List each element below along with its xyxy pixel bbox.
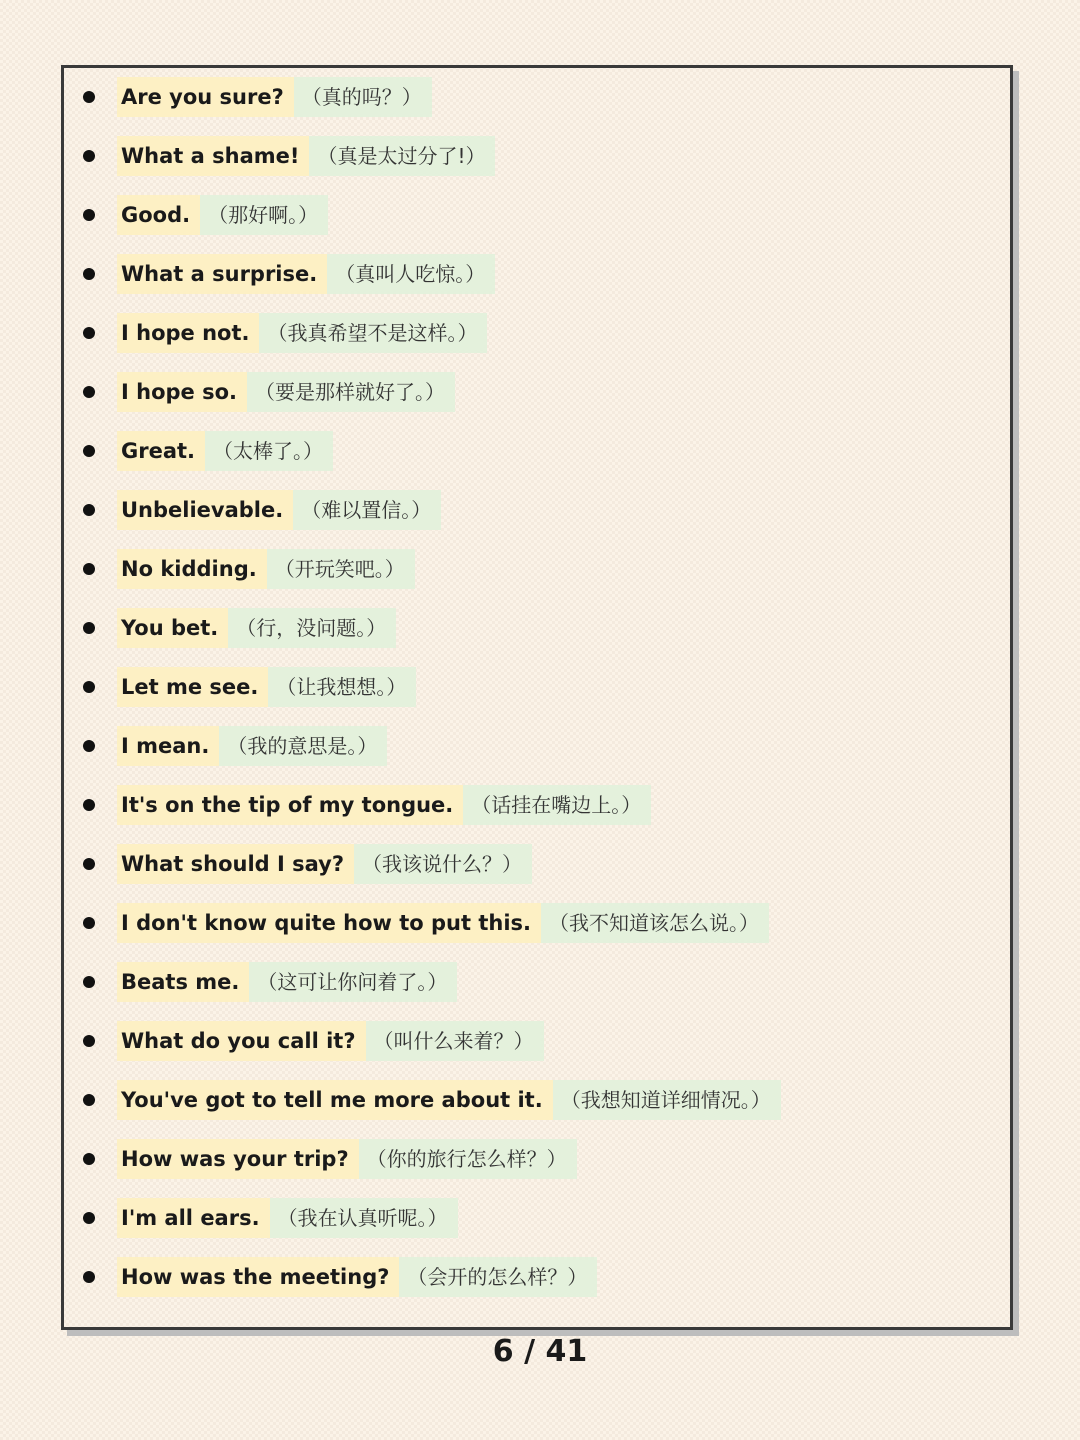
bullet-icon	[83, 681, 95, 693]
list-item	[64, 490, 1010, 530]
list-item	[64, 195, 1010, 235]
english-phrase: Good.	[117, 195, 200, 235]
chinese-translation: （话挂在嘴边上。）	[463, 785, 651, 825]
bullet-icon	[83, 858, 95, 870]
list-item	[64, 431, 1010, 471]
phrase-row	[117, 667, 416, 707]
phrase-row	[117, 254, 495, 294]
english-phrase: Let me see.	[117, 667, 268, 707]
chinese-translation: （你的旅行怎么样？）	[359, 1139, 577, 1179]
chinese-translation: （难以置信。）	[293, 490, 441, 530]
list-item	[64, 785, 1010, 825]
page-frame	[61, 65, 1013, 1330]
bullet-icon	[83, 917, 95, 929]
english-phrase: Are you sure?	[117, 77, 294, 117]
phrase-row	[117, 549, 415, 589]
phrase-row	[117, 726, 387, 766]
phrase-row	[117, 77, 432, 117]
english-phrase: You bet.	[117, 608, 228, 648]
english-phrase: What a surprise.	[117, 254, 327, 294]
bullet-icon	[83, 150, 95, 162]
bullet-icon	[83, 622, 95, 634]
chinese-translation: （叫什么来着？）	[366, 1021, 544, 1061]
bullet-icon	[83, 563, 95, 575]
phrase-row	[117, 903, 769, 943]
english-phrase: It's on the tip of my tongue.	[117, 785, 463, 825]
bullet-icon	[83, 386, 95, 398]
list-item	[64, 844, 1010, 884]
phrase-row	[117, 372, 455, 412]
bullet-icon	[83, 1212, 95, 1224]
english-phrase: How was the meeting?	[117, 1257, 399, 1297]
list-item	[64, 903, 1010, 943]
list-item	[64, 1257, 1010, 1297]
chinese-translation: （要是那样就好了。）	[247, 372, 455, 412]
bullet-icon	[83, 209, 95, 221]
phrase-row	[117, 608, 396, 648]
bullet-icon	[83, 976, 95, 988]
chinese-translation: （我不知道该怎么说。）	[541, 903, 769, 943]
list-item	[64, 726, 1010, 766]
english-phrase: You've got to tell me more about it.	[117, 1080, 553, 1120]
list-item	[64, 667, 1010, 707]
phrase-row	[117, 1139, 577, 1179]
bullet-icon	[83, 504, 95, 516]
bullet-icon	[83, 799, 95, 811]
chinese-translation: （开玩笑吧。）	[267, 549, 415, 589]
phrase-row	[117, 1198, 458, 1238]
english-phrase: I mean.	[117, 726, 219, 766]
list-item	[64, 313, 1010, 353]
chinese-translation: （太棒了。）	[205, 431, 333, 471]
list-item	[64, 962, 1010, 1002]
english-phrase: How was your trip?	[117, 1139, 359, 1179]
bullet-icon	[83, 91, 95, 103]
chinese-translation: （会开的怎么样？）	[399, 1257, 597, 1297]
chinese-translation: （行，没问题。）	[228, 608, 396, 648]
list-item	[64, 372, 1010, 412]
phrase-row	[117, 785, 651, 825]
phrase-row	[117, 1257, 597, 1297]
chinese-translation: （我真希望不是这样。）	[259, 313, 487, 353]
bullet-icon	[83, 1035, 95, 1047]
english-phrase: What do you call it?	[117, 1021, 366, 1061]
chinese-translation: （让我想想。）	[268, 667, 416, 707]
phrase-row	[117, 136, 495, 176]
chinese-translation: （这可让你问着了。）	[249, 962, 457, 1002]
english-phrase: I hope not.	[117, 313, 259, 353]
english-phrase: What a shame!	[117, 136, 309, 176]
phrase-row	[117, 1080, 781, 1120]
phrase-row	[117, 431, 333, 471]
list-item	[64, 1198, 1010, 1238]
english-phrase: What should I say?	[117, 844, 354, 884]
phrase-row	[117, 490, 441, 530]
english-phrase: Great.	[117, 431, 205, 471]
page-number: 6 / 41	[492, 1334, 588, 1369]
english-phrase: Beats me.	[117, 962, 249, 1002]
list-item	[64, 1139, 1010, 1179]
phrase-row	[117, 313, 487, 353]
phrase-row	[117, 1021, 544, 1061]
chinese-translation: （我想知道详细情况。）	[553, 1080, 781, 1120]
bullet-icon	[83, 740, 95, 752]
list-item	[64, 136, 1010, 176]
english-phrase: No kidding.	[117, 549, 267, 589]
english-phrase: I hope so.	[117, 372, 247, 412]
phrase-row	[117, 195, 328, 235]
list-item	[64, 77, 1010, 117]
list-item	[64, 254, 1010, 294]
phrase-row	[117, 962, 457, 1002]
bullet-icon	[83, 1271, 95, 1283]
chinese-translation: （我在认真听呢。）	[270, 1198, 458, 1238]
chinese-translation: （那好啊。）	[200, 195, 328, 235]
list-item	[64, 1080, 1010, 1120]
english-phrase: I'm all ears.	[117, 1198, 270, 1238]
english-phrase: I don't know quite how to put this.	[117, 903, 541, 943]
bullet-icon	[83, 1153, 95, 1165]
chinese-translation: （我该说什么？）	[354, 844, 532, 884]
list-item	[64, 1021, 1010, 1061]
chinese-translation: （真是太过分了!）	[309, 136, 495, 176]
phrase-row	[117, 844, 532, 884]
chinese-translation: （我的意思是。）	[219, 726, 387, 766]
bullet-icon	[83, 445, 95, 457]
bullet-icon	[83, 327, 95, 339]
list-item	[64, 608, 1010, 648]
english-phrase: Unbelievable.	[117, 490, 293, 530]
chinese-translation: （真叫人吃惊。）	[327, 254, 495, 294]
chinese-translation: （真的吗？）	[294, 77, 432, 117]
list-item	[64, 549, 1010, 589]
bullet-icon	[83, 268, 95, 280]
bullet-icon	[83, 1094, 95, 1106]
